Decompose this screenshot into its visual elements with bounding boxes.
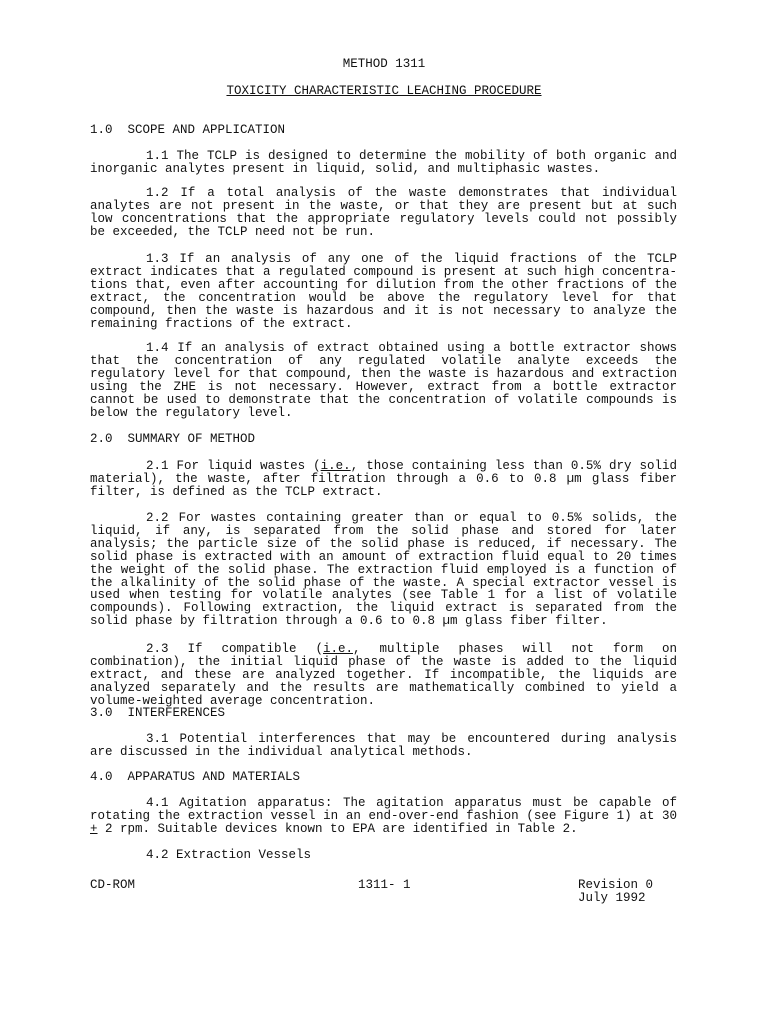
paragraph-4-1: 4.1 Agitation apparatus: The agitation apparatus must be capable of rotating the extraction vessel in an end-over-end fashion (see Figure 1) at 30 + 2 rpm. Suitable devices known to EPA are identified in Table 2. bbox=[90, 796, 677, 836]
section-1-heading: 1.0 SCOPE AND APPLICATION bbox=[90, 123, 286, 137]
paragraph-2-3: 2.3 If compatible (i.e., multiple phases will not form on combination), the initial liquid phase of the waste is added to the liquid extract, and these are analyzed together. If incompatible, the liquids are analyzed separately and the results are mathematically combined to yield a volume-weighted average concentration. bbox=[90, 642, 677, 708]
section-2-heading: 2.0 SUMMARY OF METHOD bbox=[90, 432, 256, 446]
footer-revision: Revision 0 bbox=[578, 878, 654, 892]
paragraph-2-2: 2.2 For wastes containing greater than or equal to 0.5% solids, the liquid, if any, is separated from the solid phase and stored for later analysis; the particle size of the solid phase is reduced, if necessary. The solid phase is extracted with an amount of extraction fluid equal to 20 times the weight of the solid phase. The extraction fluid employed is a function of the alkalinity of the solid phase of the waste. A special extractor vessel is used when testing for volatile analytes (see Table 1 for a list of volatile compounds). Following extraction, the liquid extract is separated from the solid phase by filtration through a 0.6 to 0.8 µm glass fiber filter. bbox=[90, 511, 677, 629]
paragraph-1-3: 1.3 If an analysis of any one of the liquid fractions of the TCLP extract indicates that a regulated compound is present at such high concentra-tions that, even after accounting for dilution from the other fractions of the extract, the concentration would be above the regulatory level for that compound, then the waste is hazardous and it is not necessary to analyze the remaining fractions of the extract. bbox=[90, 252, 677, 331]
ie-abbreviation: i.e. bbox=[323, 642, 354, 656]
paragraph-4-2: 4.2 Extraction Vessels bbox=[146, 848, 312, 862]
ie-abbreviation: i.e. bbox=[320, 459, 351, 473]
paragraph-1-2: 1.2 If a total analysis of the waste demonstrates that individual analytes are not present in the waste, or that they are present but at such low concentrations that the appropriate regulatory levels could not possibly be exceeded, the TCLP need not be run. bbox=[90, 186, 677, 239]
document-title: TOXICITY CHARACTERISTIC LEACHING PROCEDURE bbox=[226, 84, 542, 98]
footer-page-number: 1311- 1 bbox=[358, 878, 411, 892]
section-3-heading: 3.0 INTERFERENCES bbox=[90, 706, 226, 720]
paragraph-3-1: 3.1 Potential interferences that may be encountered during analysis are discussed in the individual analytical methods. bbox=[90, 732, 677, 759]
paragraph-2-1: 2.1 For liquid wastes (i.e., those containing less than 0.5% dry solid material), the waste, after filtration through a 0.6 to 0.8 µm glass fiber filter, is defined as the TCLP extract. bbox=[90, 459, 677, 499]
paragraph-1-1: 1.1 The TCLP is designed to determine the mobility of both organic and inorganic analytes present in liquid, solid, and multiphasic wastes. bbox=[90, 149, 677, 176]
footer-source: CD-ROM bbox=[90, 878, 136, 892]
paragraph-1-4: 1.4 If an analysis of extract obtained using a bottle extractor shows that the concentration of any regulated volatile analyte exceeds the regulatory level for that compound, then the waste is hazardous and extraction using the ZHE is not necessary. However, extract from a bottle extractor cannot be used to demonstrate that the concentration of volatile compounds is below the regulatory level. bbox=[90, 341, 677, 420]
method-number: METHOD 1311 bbox=[342, 57, 426, 71]
plus-minus-symbol: + bbox=[90, 821, 98, 836]
section-4-heading: 4.0 APPARATUS AND MATERIALS bbox=[90, 770, 301, 784]
footer-date: July 1992 bbox=[578, 891, 646, 905]
